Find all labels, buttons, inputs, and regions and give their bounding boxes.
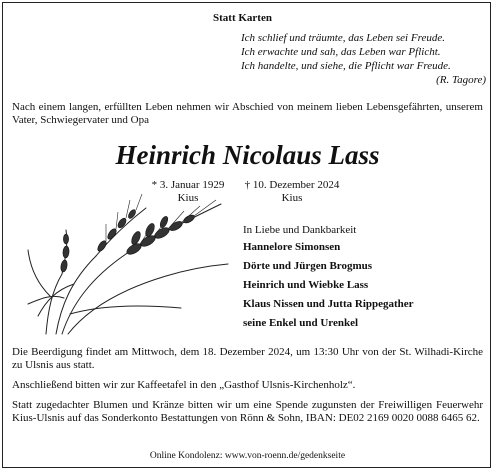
- donation-text: Statt zugedachter Blumen und Kränze bitten wir um eine Spende zugunsten der Freiwilligen Feuerwehr Kius-Ulsnis auf das Sonderkonto Bestattungen von Rönn & Sohn, IBAN: DE02 2169 0020 0088 6465 62.: [12, 399, 483, 424]
- wheat-illustration: [16, 186, 236, 336]
- funeral-text: Die Beerdigung findet am Mittwoch, dem 18. Dezember 2024, um 13:30 Uhr von der St. Wilhadi-Kirche zu Ulsnis aus statt.: [12, 346, 483, 371]
- birth-date: * 3. Januar 1929: [151, 179, 225, 191]
- deceased-name: Heinrich Nicolaus Lass: [115, 140, 380, 170]
- birth-place: Kius: [177, 192, 199, 204]
- family-name-3: Heinrich und Wiebke Lass: [243, 279, 369, 291]
- poem: [241, 31, 486, 87]
- family-name-5: seine Enkel und Urenkel: [243, 317, 359, 329]
- poem-line-3: Ich handelte, und siehe, die Pflicht war Freude.: [241, 60, 451, 72]
- family-name-2: Dörte und Jürgen Brogmus: [243, 260, 373, 272]
- intro-text: Nach einem langen, erfüllten Leben nehmen wir Abschied von meinem lieben Lebensgefährten, unserem Vater, Schwiegervater und Opa: [12, 101, 483, 126]
- poem-line-1: Ich schlief und träumte, das Leben sei Freude.: [241, 32, 445, 44]
- poem-line-2: Ich erwachte und sah, das Leben war Pflicht.: [241, 46, 441, 58]
- header-title: Statt Karten: [213, 12, 272, 24]
- family-block: [243, 223, 356, 237]
- family-names: [243, 241, 414, 336]
- family-name-4: Klaus Nissen und Jutta Rippegather: [243, 298, 414, 310]
- death-date: † 10. Dezember 2024: [244, 179, 340, 191]
- death-block: [237, 179, 347, 205]
- coffee-text: Anschließend bitten wir zur Kaffeetafel in den „Gasthof Ulsnis-Kirchenholz“.: [12, 379, 356, 391]
- family-name-1: Hannelore Simonsen: [243, 241, 341, 253]
- online-condolence[interactable]: Online Kondolenz: www.von-roenn.de/gedenkseite: [149, 451, 346, 461]
- family-intro: In Liebe und Dankbarkeit: [243, 224, 357, 236]
- death-place: Kius: [281, 192, 303, 204]
- poem-author: (R. Tagore): [436, 74, 486, 86]
